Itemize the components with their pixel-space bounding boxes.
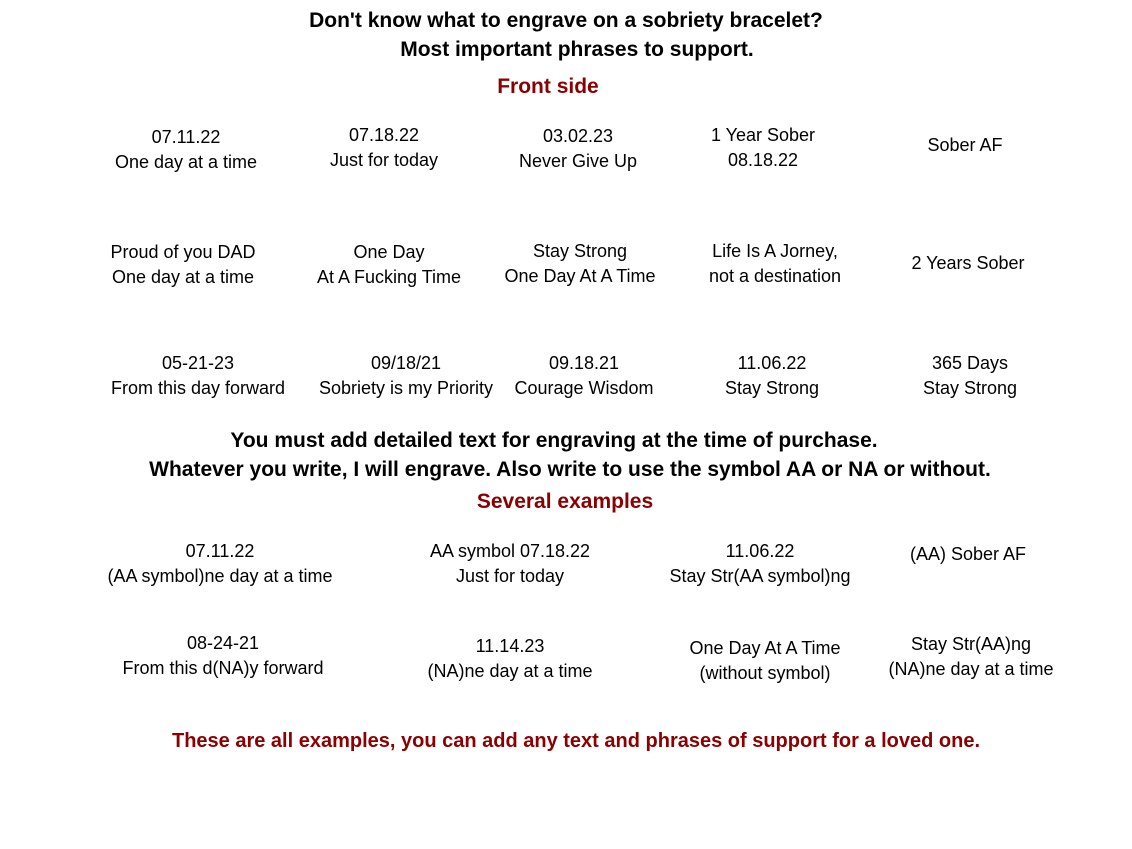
phrase-card	[895, 133, 1035, 158]
example-card	[670, 636, 860, 686]
phrase-line-2: One day at a time	[114, 152, 258, 172]
example-card	[90, 539, 350, 589]
example-line-1: 11.14.23	[475, 636, 545, 656]
example-line-1: AA symbol 07.18.22	[429, 541, 591, 561]
example-line-2: (NA)ne day at a time	[427, 661, 593, 681]
example-line-1: 07.11.22	[185, 541, 255, 561]
phrase-card	[495, 239, 665, 289]
phrase-card	[697, 351, 847, 401]
example-line-2: (without symbol)	[699, 663, 831, 683]
phrase-card	[508, 124, 648, 174]
page-title-line-1: Don't know what to engrave on a sobriety bracelet?	[309, 9, 823, 32]
phrase-line-1: 07.11.22	[151, 127, 221, 147]
example-line-1: Stay Str(AA)ng	[910, 634, 1032, 654]
phrase-line-2: Stay Strong	[724, 378, 820, 398]
phrase-card	[895, 351, 1045, 401]
phrase-card	[308, 351, 504, 401]
phrase-line-1: Stay Strong	[532, 241, 628, 261]
example-line-1: 11.06.22	[725, 541, 795, 561]
phrase-line-2: Stay Strong	[922, 378, 1018, 398]
section-title-front-side: Front side	[497, 75, 599, 98]
phrase-line-1: 05-21-23	[161, 353, 235, 373]
phrase-card	[893, 251, 1043, 276]
example-line-2: From this d(NA)y forward	[122, 658, 324, 678]
page-title-line-2: Most important phrases to support.	[400, 38, 754, 61]
example-card	[105, 631, 341, 681]
phrase-line-2: From this day forward	[110, 378, 286, 398]
phrase-card	[100, 351, 296, 401]
example-line-2: (AA symbol)ne day at a time	[107, 566, 333, 586]
phrase-line-1: 2 Years Sober	[911, 253, 1025, 273]
phrase-line-1: 365 Days	[931, 353, 1009, 373]
phrase-line-1: Proud of you DAD	[110, 242, 256, 262]
phrase-line-2: One Day At A Time	[504, 266, 656, 286]
phrase-line-1: 1 Year Sober	[710, 125, 816, 145]
phrase-card	[690, 239, 860, 289]
phrase-line-1: One Day	[353, 242, 425, 262]
phrase-line-2: Sobriety is my Priority	[318, 378, 494, 398]
phrase-card	[504, 351, 664, 401]
phrase-line-2: 08.18.22	[727, 150, 799, 170]
phrase-card	[110, 125, 262, 175]
phrase-line-1: Life Is A Jorney,	[712, 241, 838, 261]
phrase-line-1: Sober AF	[927, 135, 1003, 155]
phrase-line-2: Just for today	[329, 150, 439, 170]
phrase-card	[693, 123, 833, 173]
section-title-examples: Several examples	[476, 490, 654, 513]
phrase-line-1: 09/18/21	[370, 353, 442, 373]
phrase-line-2: not a destination	[708, 266, 842, 286]
phrase-card	[98, 240, 268, 290]
example-card	[405, 539, 615, 589]
phrase-line-2: Never Give Up	[518, 151, 638, 171]
example-card	[876, 632, 1066, 682]
phrase-card	[314, 123, 454, 173]
phrase-line-1: 07.18.22	[348, 125, 420, 145]
example-card	[410, 634, 610, 684]
example-line-2: Stay Str(AA symbol)ng	[669, 566, 851, 586]
phrase-line-1: 03.02.23	[542, 126, 614, 146]
example-line-2: Just for today	[455, 566, 565, 586]
phrase-line-1: 11.06.22	[737, 353, 807, 373]
example-card	[650, 539, 870, 589]
example-card	[888, 542, 1048, 567]
phrase-card	[304, 240, 474, 290]
phrase-line-1: 09.18.21	[548, 353, 620, 373]
example-line-1: 08-24-21	[186, 633, 260, 653]
example-line-2: (NA)ne day at a time	[888, 659, 1054, 679]
example-line-1: One Day At A Time	[689, 638, 841, 658]
instruction-line-1: You must add detailed text for engraving at the time of purchase.	[230, 429, 878, 452]
instruction-line-2: Whatever you write, I will engrave. Also write to use the symbol AA or NA or without.	[149, 458, 991, 481]
phrase-line-2: Courage Wisdom	[514, 378, 654, 398]
phrase-line-2: One day at a time	[111, 267, 255, 287]
footer-note: These are all examples, you can add any text and phrases of support for a loved one.	[171, 730, 981, 752]
phrase-line-2: At A Fucking Time	[316, 267, 462, 287]
example-line-1: (AA) Sober AF	[909, 544, 1027, 564]
